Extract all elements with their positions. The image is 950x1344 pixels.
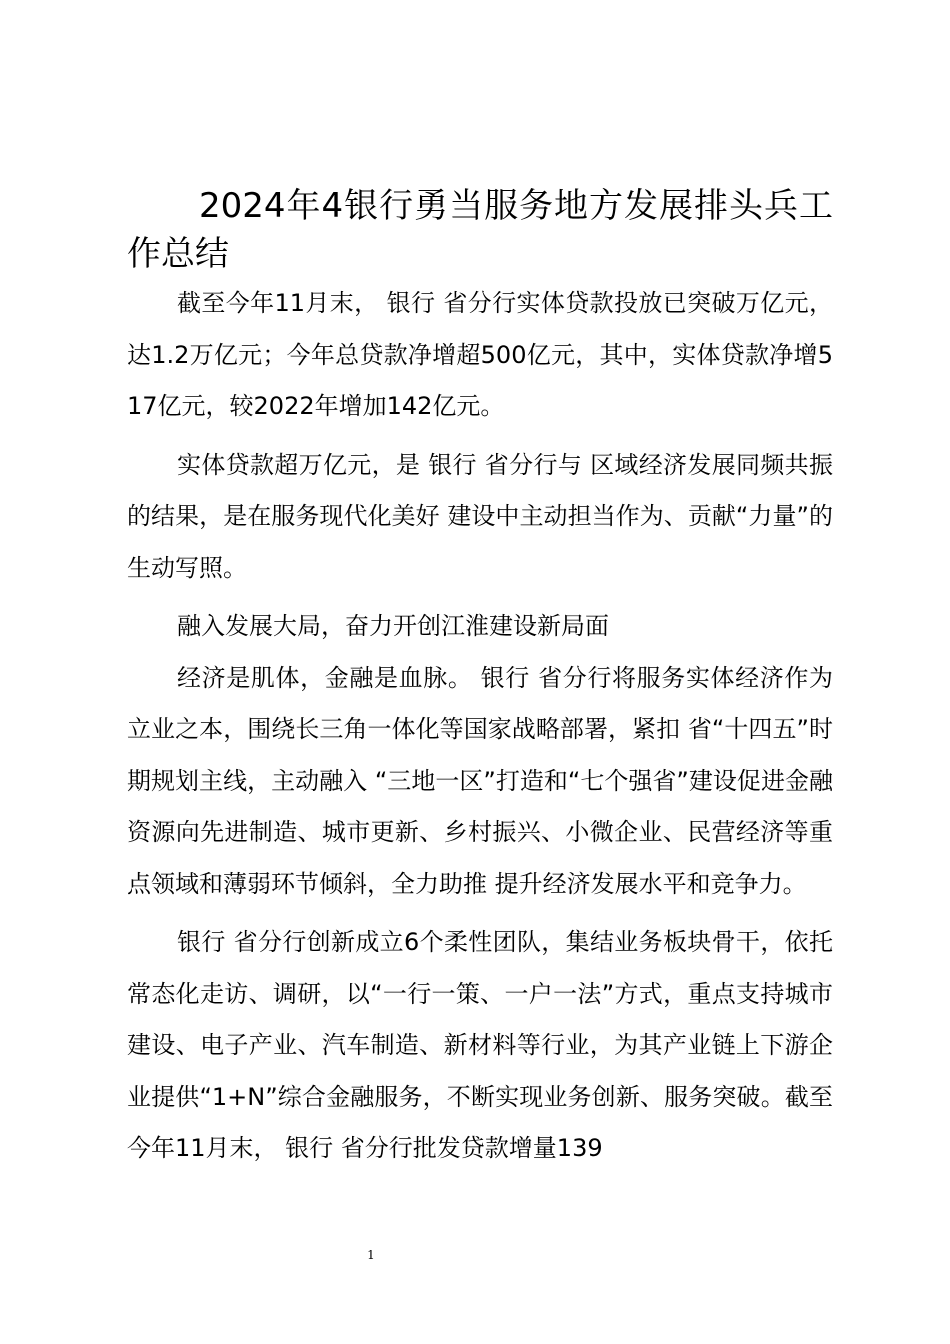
section-heading: 融入发展大局，奋力开创江淮建设新局面 (177, 612, 609, 640)
page-number-label: 1 (367, 1248, 375, 1262)
paragraph-loan-summary: 截至今年11月末， 银行 省分行实体贷款投放已突破万亿元，达1.2万亿元；今年总贷款净增超500亿元，其中，实体贷款净增517亿元，较2022年增加142亿元。 (127, 289, 833, 420)
paragraph-resonance: 实体贷款超万亿元，是 银行 省分行与 区域经济发展同频共振的结果，是在服务现代化美好 建设中主动担当作为、贡献“力量”的生动写照。 (127, 450, 833, 582)
paragraph-teams: 银行 省分行创新成立6个柔性团队，集结业务板块骨干，依托常态化走访、调研，以“一行一策、一户一法”方式，重点支持城市建设、电子产业、汽车制造、新材料等行业，为其产业链上下游企业提供“1+N”综合金融服务，不断实现业务创新、服务突破。截至今年11月末， 银行 省分行批发贷款增量139 (127, 928, 833, 1162)
document-body (127, 182, 833, 1175)
page-number (0, 1248, 950, 1262)
paragraph-strategy: 经济是肌体，金融是血脉。 银行 省分行将服务实体经济作为立业之本，围绕长三角一体化等国家战略部署，紧扣 省“十四五”时期规划主线，主动融入 “三地一区”打造和“七个强省”建设促进金融资源向先进制造、城市更新、乡村振兴、小微企业、民营经济等重点领域和薄弱环节倾斜，全力助推 提升经济发展水平和竞争力。 (127, 663, 833, 898)
document-title: 2024年4银行勇当服务地方发展排头兵工作总结 (127, 186, 833, 274)
